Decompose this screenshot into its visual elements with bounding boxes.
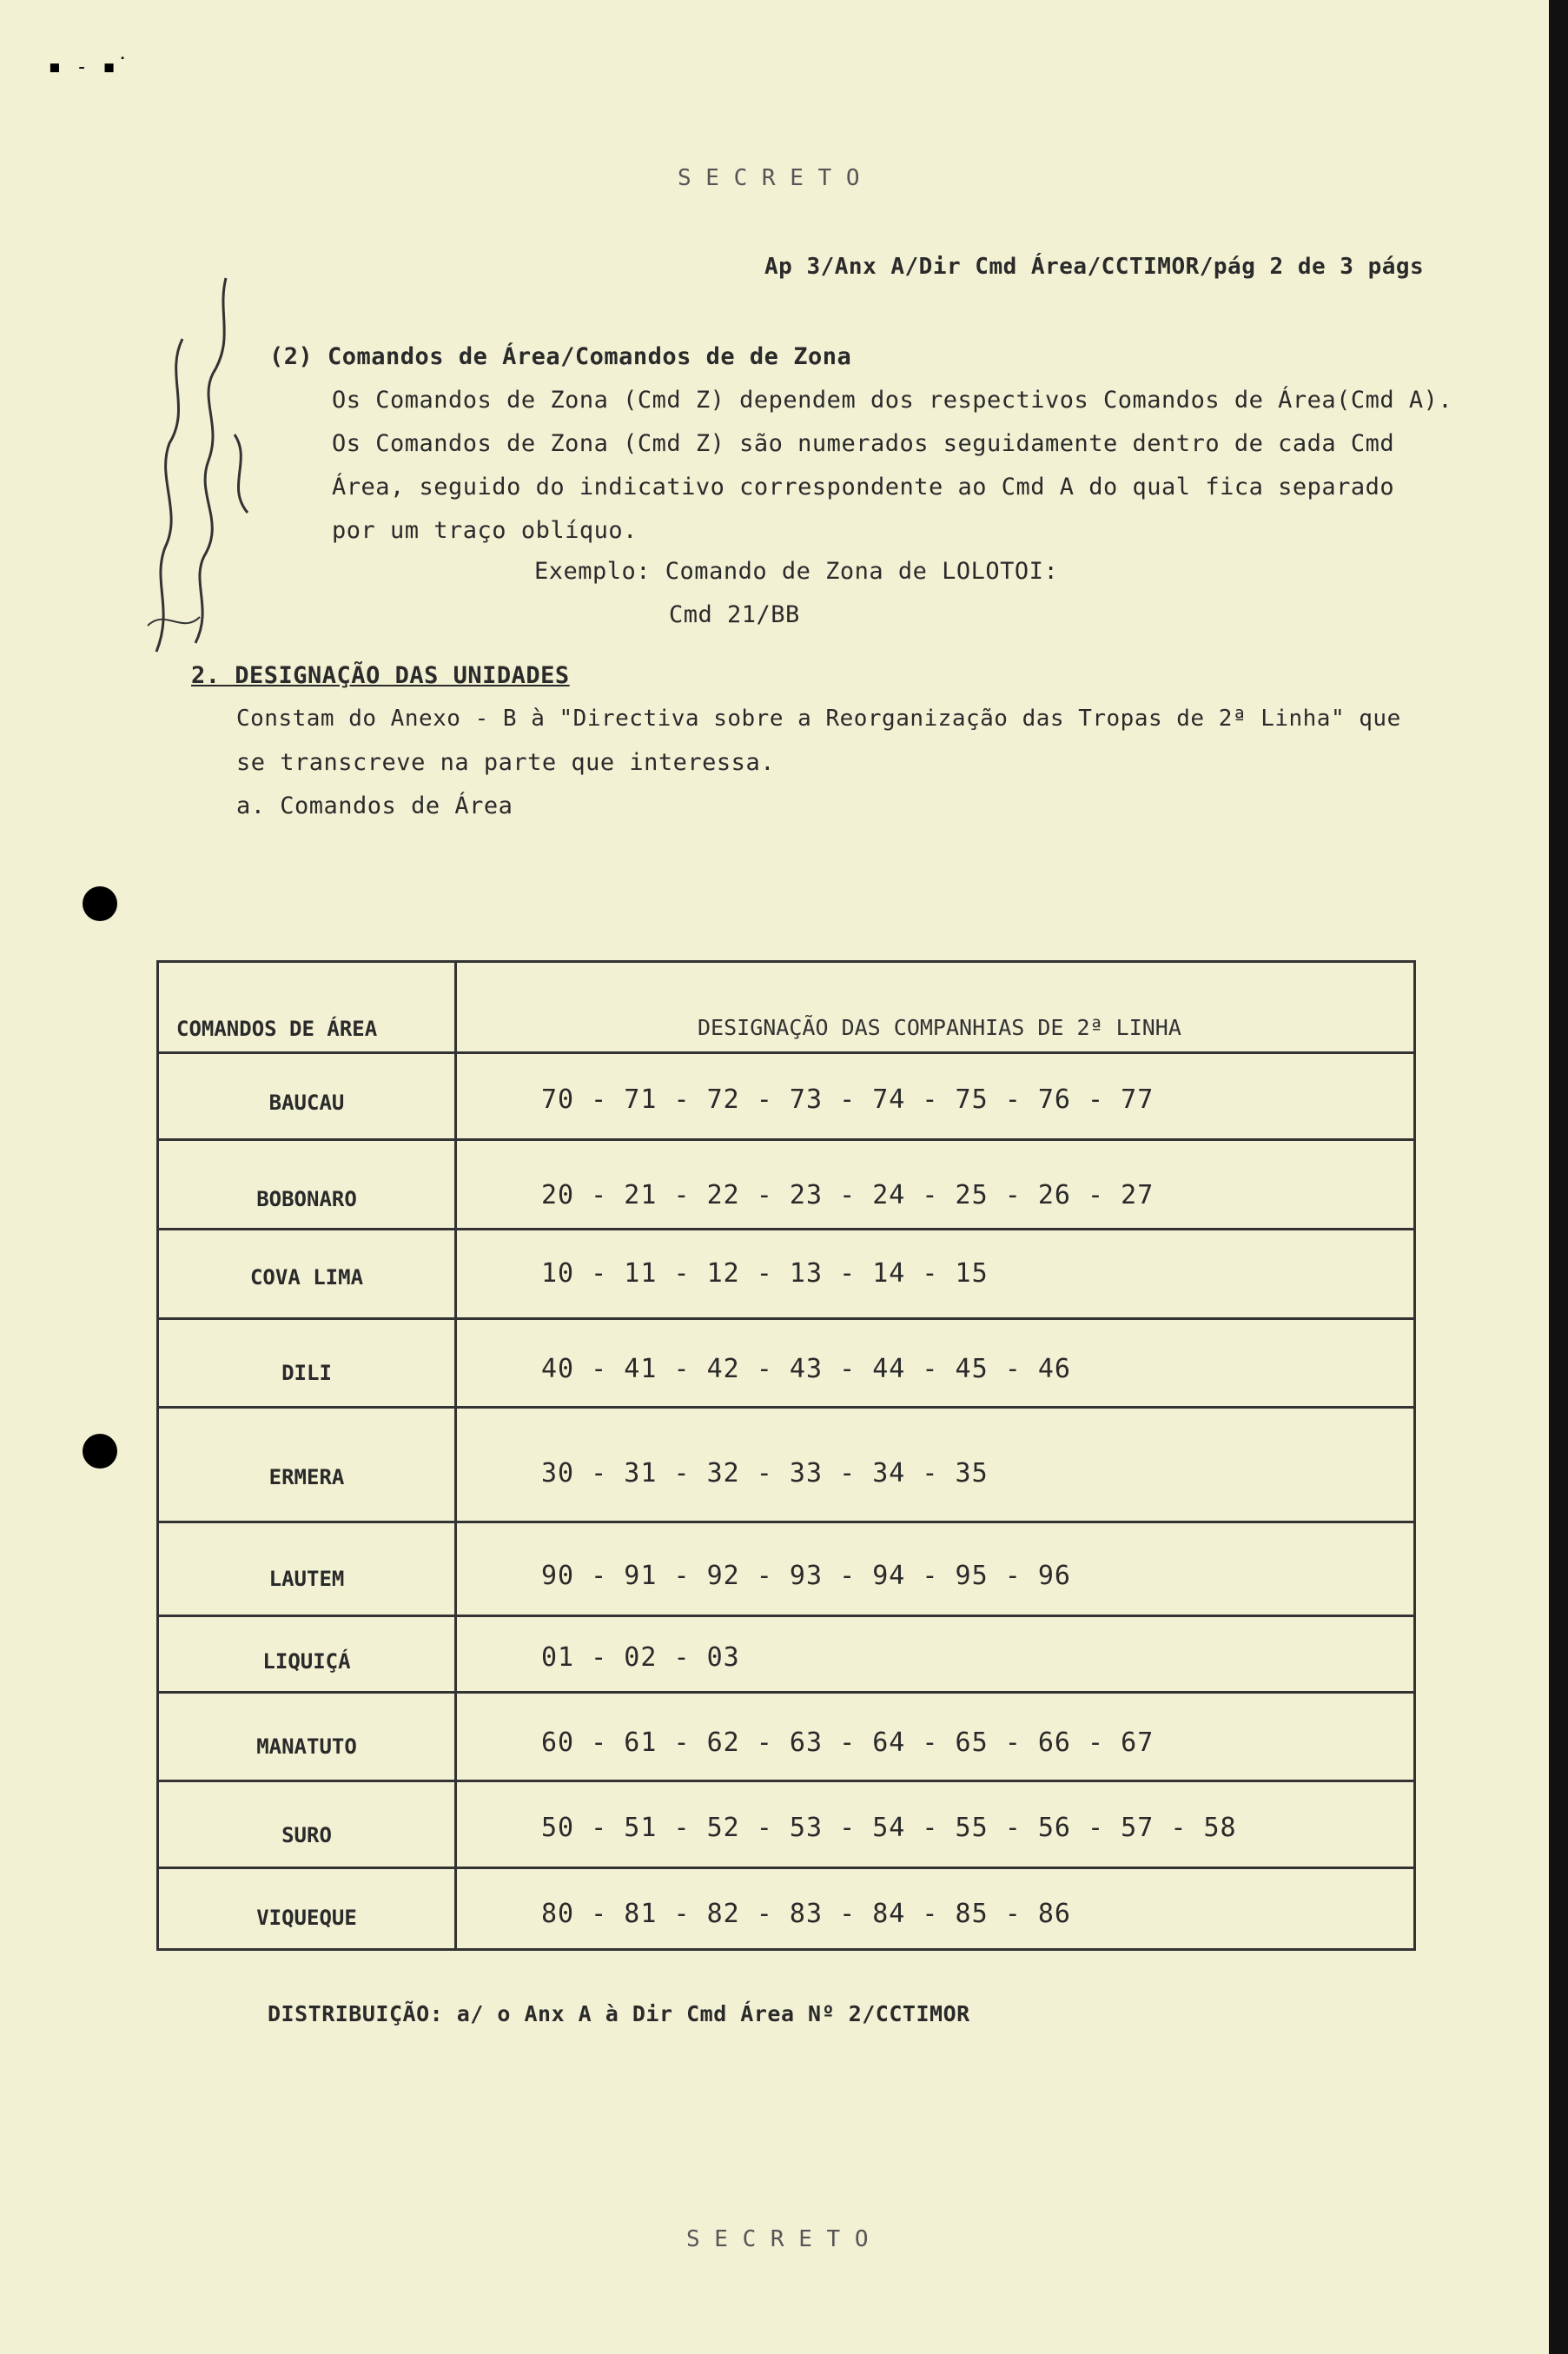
punch-hole [83,1434,117,1469]
table-row-area: SURO [281,1823,332,1847]
row-divider [159,1521,1413,1523]
row-divider [159,1615,1413,1617]
table-row-companies: 01 - 02 - 03 [541,1642,740,1673]
row-divider [159,1691,1413,1694]
table-row-companies: 30 - 31 - 32 - 33 - 34 - 35 [541,1458,989,1489]
paragraph-line: por um traço oblíquo. [332,517,638,544]
table-row-companies: 60 - 61 - 62 - 63 - 64 - 65 - 66 - 67 [541,1727,1154,1758]
table-row-companies: 90 - 91 - 92 - 93 - 94 - 95 - 96 [541,1561,1071,1591]
table-row-area: LIQUIÇÁ [262,1649,351,1674]
corner-speck: ▪ ˗ ▪˙ [48,54,129,80]
row-divider [159,1780,1413,1782]
punch-hole [83,886,117,921]
example-value: Cmd 21/BB [669,601,800,628]
document-reference: Ap 3/Anx A/Dir Cmd Área/CCTIMOR/pág 2 de 3 págs [764,254,1425,280]
example-label: Exemplo: Comando de Zona de LOLOTOI: [534,558,1059,585]
table-row-area: MANATUTO [256,1734,357,1759]
list-item-a: a. Comandos de Área [236,792,513,819]
table-row-companies: 80 - 81 - 82 - 83 - 84 - 85 - 86 [541,1899,1071,1929]
handwritten-signature [130,261,269,678]
table-row-area: DILI [281,1361,332,1385]
row-divider [159,1317,1413,1320]
table-row-companies: 20 - 21 - 22 - 23 - 24 - 25 - 26 - 27 [541,1180,1154,1210]
paragraph-line: Os Comandos de Zona (Cmd Z) dependem dos respectivos Comandos de Área(Cmd A). [332,387,1453,414]
paragraph-line: Os Comandos de Zona (Cmd Z) são numerados seguidamente dentro de cada Cmd [332,430,1395,457]
table-row-area: ERMERA [268,1465,345,1489]
classification-top: S E C R E T O [678,165,860,191]
table-row-companies: 10 - 11 - 12 - 13 - 14 - 15 [541,1258,989,1289]
paragraph-line: Constam do Anexo - B à "Directiva sobre a Reorganização das Tropas de 2ª Linha" que [236,706,1401,732]
row-divider [159,1051,1413,1054]
table-row-area: BOBONARO [256,1187,357,1211]
row-divider [159,1138,1413,1141]
paragraph-line: Área, seguido do indicativo correspondente ao Cmd A do qual fica separado [332,474,1395,501]
paragraph-line: se transcreve na parte que interessa. [236,749,775,776]
table-row-companies: 50 - 51 - 52 - 53 - 54 - 55 - 56 - 57 - 58 [541,1813,1237,1843]
table-row-area: COVA LIMA [249,1265,364,1290]
row-divider [159,1406,1413,1409]
section-heading: 2. DESIGNAÇÃO DAS UNIDADES [191,662,570,689]
column-header-companies: DESIGNAÇÃO DAS COMPANHIAS DE 2ª LINHA [698,1015,1181,1040]
table-row-area: LAUTEM [268,1567,345,1591]
table-row-area: BAUCAU [268,1091,345,1115]
table-row-area: VIQUEQUE [256,1906,357,1930]
table-row-companies: 70 - 71 - 72 - 73 - 74 - 75 - 76 - 77 [541,1084,1154,1115]
row-divider [159,1228,1413,1230]
distribution-line: DISTRIBUIÇÃO: a/ o Anx A à Dir Cmd Área Nº 2/CCTIMOR [268,2001,970,2026]
companies-table [156,960,1416,1951]
table-row-companies: 40 - 41 - 42 - 43 - 44 - 45 - 46 [541,1354,1071,1384]
classification-bottom: S E C R E T O [686,2226,869,2252]
row-divider [159,1867,1413,1869]
subsection-heading: (2) Comandos de Área/Comandos de de Zona [269,343,852,370]
column-header-area: COMANDOS DE ÁREA [176,1017,378,1041]
column-divider [454,963,457,1948]
